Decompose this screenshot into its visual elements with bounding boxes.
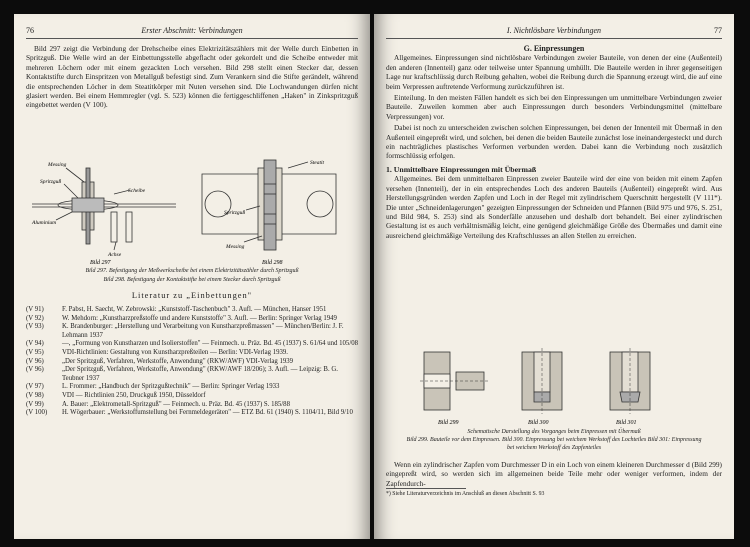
left-page bbox=[14, 14, 370, 539]
reference-item bbox=[26, 306, 358, 315]
reference-item bbox=[26, 315, 358, 324]
reference-code: (V 95) bbox=[26, 348, 44, 356]
intro-paragraph: Einteilung. In den meisten Fällen handelt es sich bei den Einpressungen um unmittelbare Verbindungen zweier Bauteile. Zuweilen kommen aber auch Einpressungen durch besonders Verbindungsmittel (mittelbare Verpressungen) vor. bbox=[386, 93, 722, 121]
left-head-rule bbox=[26, 38, 358, 39]
fig-num-300: Bild 300 bbox=[528, 420, 549, 426]
label-spritzguss-left: Spritzguß bbox=[40, 179, 62, 185]
reference-code: (V 91) bbox=[26, 306, 44, 313]
reference-item bbox=[26, 323, 358, 340]
reference-code: (V 93) bbox=[26, 323, 44, 331]
right-body-text bbox=[386, 44, 722, 242]
subsection-heading: 1. Unmittelbare Einpressungen mit Übermaß bbox=[386, 164, 537, 174]
fig-num-299: Bild 299 bbox=[438, 420, 459, 426]
subsection-paragraph: Allgemeines. Bei dem unmittelbaren Einpressen zweier Bauteile wird der eine von beiden mit einem Zapfen versehen (Innenteil), der in ein entsprechendes Loch des anderen Bauteils (Außenteil) eingepreßt wird. Aus Herstellungsgründen werden Zapfen und Loch in der Regel mit zylindrischem Querschnitt hergestellt (V 111*). Die unter „Schneidenlagerungen" gezeigten Einpressungen der Schneiden und Pfannen (Bild 975 und 976, S. 251, und Bild 984, S. 253) sind als Sonderfälle anzusehen und deshalb dort behandelt. Bei einer zylindrischen Gestaltung ist es auch verhältnismäßig leicht, eine genügend gleichmäßige Größe des Übermaßes und damit eine ausreichend gleichmäßige Verteilung des Kraftschlusses an allen Stellen zu erreichen. bbox=[386, 174, 722, 240]
reference-text: —, „Formung von Kunstharzen und Isolierstoffen" — Feinmech. u. Präz. Bd. 45 (1937) S. 61/64 und 105/08 bbox=[62, 340, 359, 348]
intro-paragraph: Dabei ist noch zu unterscheiden zwischen solchen Einpressungen, bei denen der Innenteil mit Übermaß in den Außenteil eingepreßt wird, und solchen, bei denen die beiden Bauteile zunächst lose ineinandergesteckt und durch ein nachträgliches plastisches Verformen verbunden werden. Dabei kann die Verbindung noch zusätzlich formschlüssig erfolgen. bbox=[386, 123, 722, 161]
left-running-title: Erster Abschnitt: Verbindungen bbox=[141, 26, 243, 35]
label-scheibe: Scheibe bbox=[128, 188, 146, 194]
figure-301-drawing bbox=[610, 348, 650, 414]
reference-text: F. Pabst, H. Saecht, W. Zebrowski: „Kunststoff-Taschenbuch" 3. Aufl. — München, Hanser 1951 bbox=[62, 306, 327, 313]
label-achse: Achse bbox=[108, 252, 122, 258]
figure-299-drawing bbox=[420, 352, 488, 410]
intro-paragraph: Allgemeines. Einpressungen sind nichtlösbare Verbindungen zweier Bauteile, von denen der eine (Außenteil) den anderen (Innenteil) ganz oder teilweise unter Spannung umhüllt. Die Bauteile werden in ihrer gegenseitigen Lage nur kraftschlüssig durch Reibung gehalten, wobei die Reibung durch die Spannung erzeugt wird, die auf eine beim Verpressen auftretende Verformung zurückzuführen ist. bbox=[386, 53, 722, 91]
figures-299-301 bbox=[414, 344, 694, 426]
literature-title: Literatur zu „Einbettungen" bbox=[131, 291, 253, 300]
literature-list bbox=[26, 306, 358, 418]
reference-code: (V 99) bbox=[26, 400, 44, 408]
label-messing-top: Messing bbox=[48, 162, 67, 168]
right-page-number: 77 bbox=[714, 26, 722, 35]
reference-item bbox=[26, 349, 358, 358]
section-heading: G. Einpressungen bbox=[523, 44, 585, 53]
fig-num-297: Bild 297 bbox=[90, 260, 111, 266]
reference-text: „Der Spritzguß, Verfahren, Werkstoffe, Anwendung" (RKW/AWF 18/206); 3. Aufl. — Leipzig: B. G. Teubner 1937 bbox=[62, 366, 338, 382]
figure-298-drawing bbox=[202, 160, 336, 250]
right-head-rule bbox=[386, 38, 722, 39]
reference-text: H. Wögerbauer: „Werkstoffumstellung bei Fernmeldegeräten" — ETZ Bd. 61 (1940) S. 1104/11, Bild 9/10 bbox=[62, 409, 353, 417]
reference-text: VDI — Richtlinien 250, Druckguß 1950, Düsseldorf bbox=[62, 391, 206, 399]
label-spritzguss-right: Spritzguß bbox=[224, 210, 246, 216]
fig-num-301: Bild 301 bbox=[616, 420, 637, 426]
label-steatit: Steatit bbox=[310, 160, 325, 166]
reference-code: (V 98) bbox=[26, 391, 44, 399]
figures-297-298 bbox=[26, 154, 358, 266]
reference-text: „Der Spritzguß, Verfahren, Werkstoffe, Anwendung" (RKW/AWF) VDI-Verlag 1939 bbox=[62, 357, 294, 365]
reference-item bbox=[26, 401, 358, 410]
reference-code: (V 96) bbox=[26, 357, 44, 365]
figure-caption-title: Schematische Darstellung des Vorganges beim Einpressen mit Übermaß bbox=[467, 429, 641, 435]
caption-298: Bild 298. Befestigung der Kontaktstifte bei einem Stecker durch Spritzguß bbox=[103, 277, 281, 283]
reference-item bbox=[26, 409, 358, 418]
right-running-title: I. Nichtlösbare Verbindungen bbox=[506, 26, 602, 35]
right-page bbox=[374, 14, 734, 539]
left-running-head bbox=[26, 26, 358, 38]
left-body-text bbox=[26, 44, 358, 112]
figure-300-drawing bbox=[522, 348, 562, 414]
footnote: *) Siehe Literaturverzeichnis im Anschluß an diesen Abschnitt S. 93 bbox=[386, 491, 545, 497]
reference-text: L. Frommer: „Handbuch der Spritzgußtechnik" — Berlin: Springer Verlag 1933 bbox=[62, 383, 280, 391]
reference-code: (V 96) bbox=[26, 366, 44, 374]
reference-code: (V 97) bbox=[26, 383, 44, 391]
label-aluminium: Aluminium bbox=[32, 220, 57, 226]
figure-caption: Bild 299. Bauteile vor dem Einpressen. Bild 300. Einpressung bei weichem Werkstoff des Lochteiles Bild 301: Einpressung bei weichem Werkstoff des Zapfenteiles bbox=[406, 437, 702, 451]
reference-text: A. Bauer: „Elektrometall-Spritzguß" — Feinmech. u. Präz. Bd. 45 (1937) S. 185/88 bbox=[62, 400, 290, 408]
label-messing-bottom: Messing bbox=[226, 244, 245, 250]
reference-code: (V 92) bbox=[26, 314, 44, 322]
right-running-head bbox=[386, 26, 722, 38]
closing-paragraph: Wenn ein zylindrischer Zapfen vom Durchmesser D in ein Loch von einem kleineren Durchmesser d (Bild 299) eingepreßt wird, so werden sich im allgemeinen beide Teile mehr oder weniger verformen, indem der Zapfendurch- bbox=[386, 460, 722, 488]
left-paragraph: Bild 297 zeigt die Verbindung der Drehscheibe eines Elektrizitätszählers mit der Welle durch Einbetten in Spritzguß. Die Welle wird an der Einbettungsstelle abgeflacht oder gekordelt und die Scheibe entweder mit mehreren Löchern oder mit einem gezackten Loch versehen. Bild 298 stellt einen Stecker dar, dessen Kontaktstifte durch Einspritzen von Metallguß befestigt sind. Zum Verankern sind die Stifte gerändelt, während die entsprechenden Löcher in dem Steatitkörper mit Nuten versehen sind. Die Lochwandungen dürfen nicht glasiert werden. Bei einem Hemmregler (vgl. S. 523) können die fertiggeschliffenen „Haken" in Zinkspritzguß eingebettet werden (V 100). bbox=[26, 44, 358, 110]
reference-code: (V 100) bbox=[26, 409, 48, 417]
reference-text: W. Mehdorn: „Kunstharzpreßstoffe und andere Kunststoffe" 3. Aufl. — Berlin: Springer Verlag 1949 bbox=[62, 314, 337, 322]
reference-text: VDI-Richtlinien: Gestaltung von Kunstharzpreßteilen — Berlin: VDI-Verlag 1939. bbox=[62, 348, 289, 356]
footnote-rule bbox=[386, 488, 466, 489]
left-page-number: 76 bbox=[26, 26, 34, 35]
reference-text: K. Brandenburger: „Herstellung und Verarbeitung von Kunstharzpreßmassen" — München/Berlin: J. F. Lehmann 1937 bbox=[62, 323, 344, 339]
fig-num-298: Bild 298 bbox=[262, 260, 283, 266]
reference-item bbox=[26, 383, 358, 392]
reference-code: (V 94) bbox=[26, 340, 44, 348]
closing-text-block bbox=[386, 460, 722, 490]
reference-item bbox=[26, 340, 358, 349]
reference-item bbox=[26, 392, 358, 401]
reference-item bbox=[26, 358, 358, 367]
reference-item bbox=[26, 366, 358, 383]
caption-297: Bild 297. Befestigung der Meßwerkscheibe bei einem Elektrizitätszähler durch Spritzguß bbox=[85, 268, 299, 274]
